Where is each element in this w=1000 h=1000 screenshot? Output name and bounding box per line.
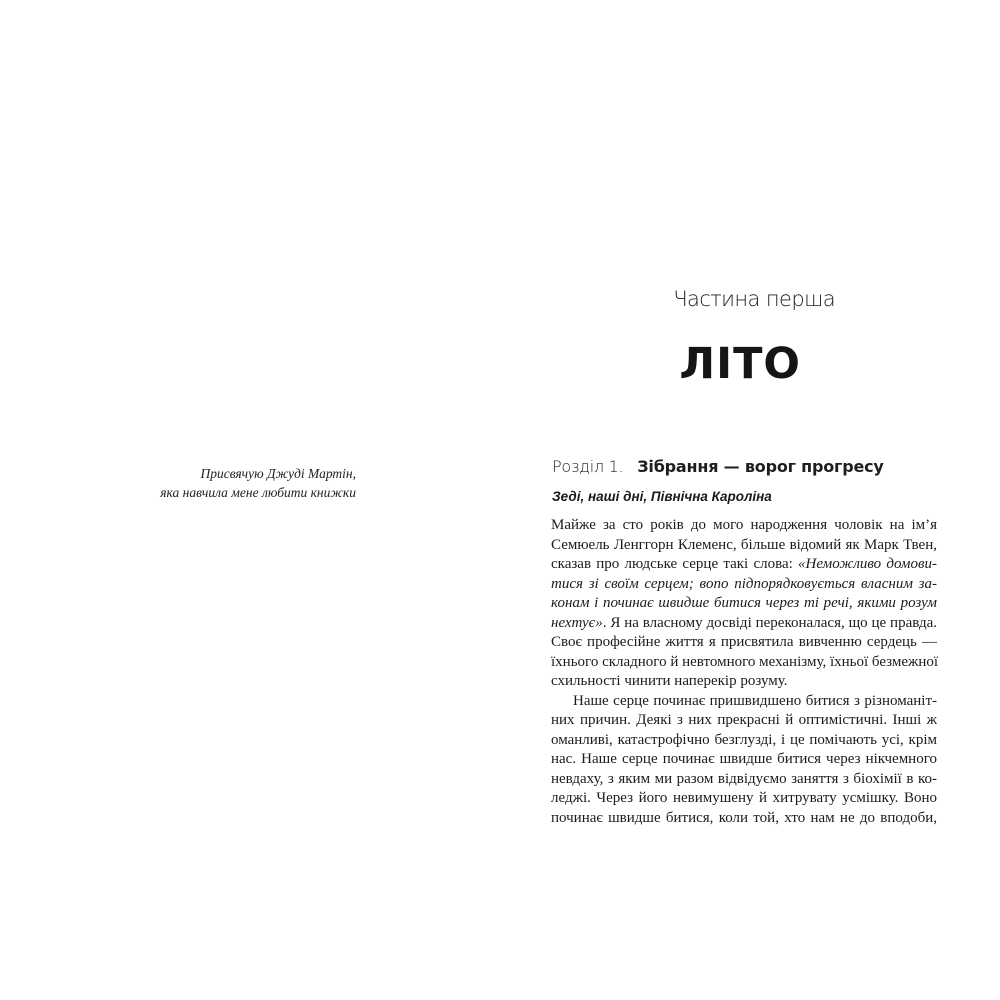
text-line: їхнього складного й невтомного механізму, їхньої безмежної [551,653,939,670]
dedication [130,464,356,502]
chapter-heading [552,457,884,476]
place-and-time: Зеді, наші дні, Північна Кароліна [552,489,772,504]
text-line: Семюель Ленггорн Клеменс, більше відомий як Марк Твен, [551,536,937,553]
text-line: тися зі своїм серцем; вono підпорядковується власним за- [551,575,937,592]
dedication-line: яка навчила мене любити книжки [160,485,356,500]
text-line: конам і починає швидше битися через ті речі, якими розум [551,595,937,611]
part-label: Частина перша [673,287,835,311]
part-title: ЛІТО [679,339,801,389]
right-page [500,0,1000,1000]
body-text [551,516,937,828]
text-line: схильності чинити наперекір розуму. [551,673,788,689]
text-line: нехтує». Я на власному досвіді переконалася, що це правда. [551,614,937,631]
text-line: оманливі, катастрофічно безглузді, і це помічають усі, крім [551,731,937,748]
text-line: Своє професійне життя я присвятила вивченню сердець — [551,634,937,650]
text-line: Майже за сто років до мого народження чоловік на ім’я [551,517,937,533]
text-line: сказав про людське серце такі слова: «Неможливо домови- [551,556,938,572]
text-line: них причин. Деякі з них прекрасні й оптимістичні. Інші ж [551,712,937,728]
text-line: починає швидше битися, коли той, хто нам не до вподоби, [551,809,937,826]
chapter-number: Розділ 1. [552,457,624,476]
chapter-title: Зібрання — ворог прогресу [637,457,884,476]
text-line: леджі. Через його невимушену й хитрувату усмішку. Воно [551,790,937,806]
dedication-line: Присвячую Джуді Мартін, [200,466,356,481]
text-line: Наше серце починає пришвидшено битися з різноманіт- [573,692,937,709]
text-line: невдаху, з яким ми разом відвідуємо заняття з біохімії в ко- [551,770,937,787]
text-line: нас. Наше серце починає швидше битися через нікчемного [551,751,937,767]
